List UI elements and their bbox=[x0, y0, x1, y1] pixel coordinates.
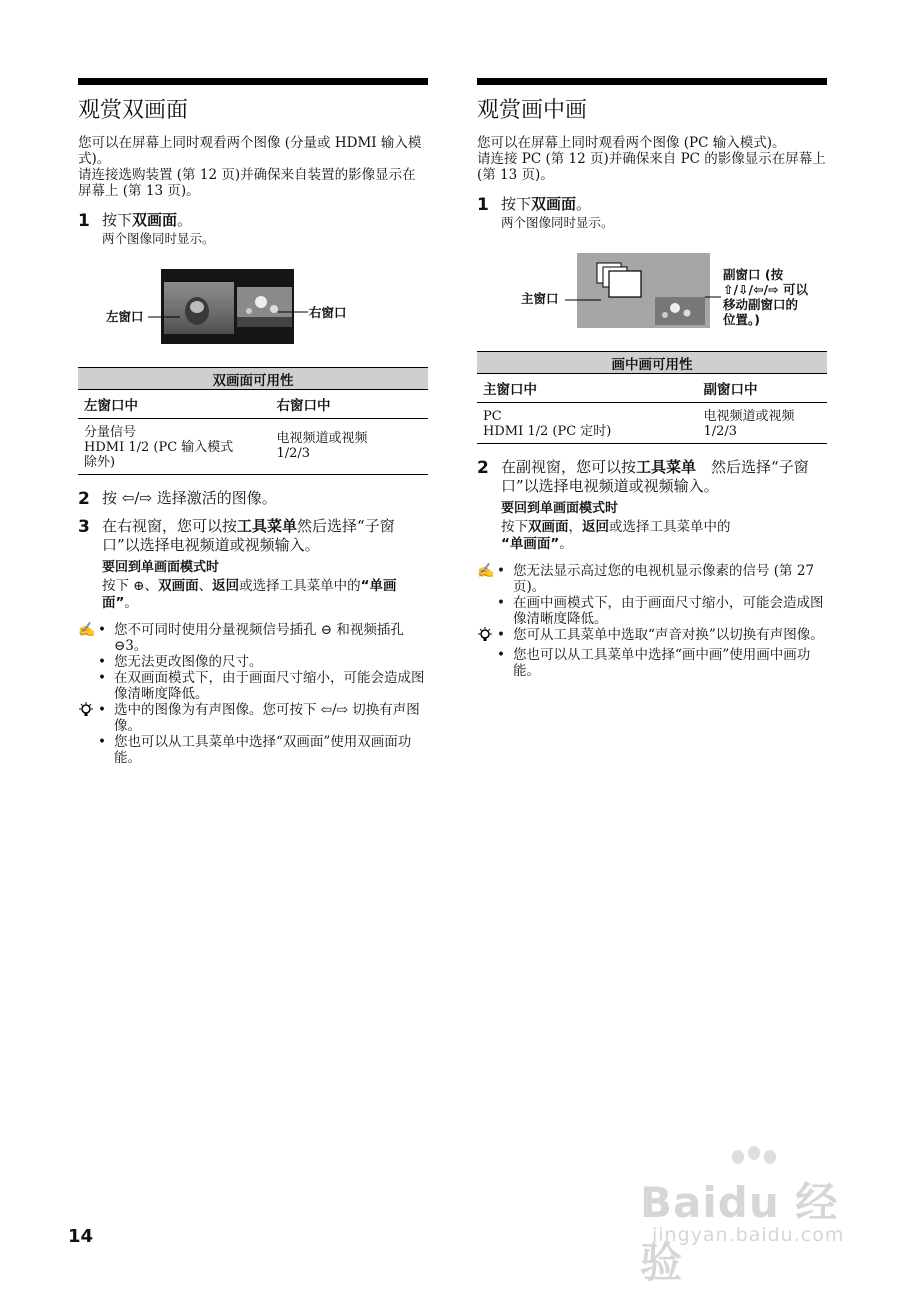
bullet: • bbox=[497, 563, 505, 579]
tv-screen-illustration bbox=[161, 269, 294, 344]
cell-line: 1/2/3 bbox=[703, 424, 738, 439]
table-caption: 画中画可用性 bbox=[477, 352, 827, 374]
step-text: 然后选择“子窗口”以选择电视频道或视频输入。 bbox=[102, 517, 395, 554]
spacer bbox=[477, 647, 497, 679]
leader-line bbox=[148, 315, 180, 319]
step-2 bbox=[477, 458, 827, 553]
note-item bbox=[477, 595, 827, 627]
step-result: 两个图像同时显示。 bbox=[102, 231, 215, 246]
arrow-keys-icon: ⇦/⇨ bbox=[121, 489, 152, 507]
note-text: 您无法更改图像的尺寸。 bbox=[114, 654, 263, 670]
table-header: 副窗口中 bbox=[698, 374, 828, 403]
step-text: 或选择工具菜单中的 bbox=[239, 578, 361, 594]
step-text: 按 bbox=[102, 489, 118, 507]
leader-line bbox=[705, 295, 721, 299]
left-column bbox=[78, 78, 428, 766]
step-text: 按下 bbox=[102, 211, 133, 229]
table-cell bbox=[698, 403, 828, 444]
spacer bbox=[477, 595, 497, 627]
cell-line: 电视频道或视频 bbox=[276, 431, 368, 446]
bullet: • bbox=[497, 627, 505, 643]
note-item bbox=[78, 622, 428, 654]
label-line: 移动副窗口的 bbox=[723, 297, 799, 312]
step-3 bbox=[78, 517, 428, 612]
step-text: 。 bbox=[177, 211, 193, 229]
step-2 bbox=[78, 489, 428, 509]
step-1 bbox=[78, 211, 428, 247]
pencil-note-icon: ✍ bbox=[78, 622, 96, 638]
step-result: 两个图像同时显示。 bbox=[501, 215, 614, 230]
step-text: 、 bbox=[198, 578, 213, 594]
figure-label-main: 主窗口 bbox=[521, 291, 559, 306]
cell-line: HDMI 1/2 (PC 定时) bbox=[483, 424, 612, 439]
step-text: 选择激活的图像。 bbox=[156, 489, 277, 507]
step-number: 1 bbox=[477, 195, 489, 215]
bullet: • bbox=[98, 622, 106, 638]
spacer bbox=[78, 734, 98, 766]
lightbulb-tip-icon bbox=[477, 627, 497, 647]
step-number: 1 bbox=[78, 211, 90, 231]
table-cell bbox=[477, 403, 698, 444]
spacer bbox=[78, 670, 98, 702]
availability-table bbox=[78, 367, 428, 475]
menu-item-name: “单画面” bbox=[501, 536, 560, 552]
step-number: 2 bbox=[477, 458, 489, 478]
cell-line: 电视频道或视频 bbox=[703, 409, 795, 424]
bullet: • bbox=[98, 670, 106, 686]
step-1 bbox=[477, 195, 827, 231]
note-text: 在双画面模式下，由于画面尺寸缩小，可能会造成图像清晰度降低。 bbox=[114, 670, 425, 702]
figure-label-sub bbox=[723, 267, 808, 327]
tip-item bbox=[477, 627, 827, 647]
bullet: • bbox=[98, 702, 106, 718]
section-rule bbox=[477, 78, 827, 85]
section-title: 观赏画中画 bbox=[477, 98, 588, 123]
paw-toe bbox=[732, 1150, 744, 1164]
dual-picture-figure bbox=[78, 269, 428, 349]
subheading: 要回到单画面模式时 bbox=[501, 501, 619, 516]
button-name: 双画面 bbox=[132, 211, 178, 229]
note-text: 在画中画模式下，由于画面尺寸缩小，可能会造成图像清晰度降低。 bbox=[513, 595, 824, 627]
step-text: 。 bbox=[124, 595, 138, 611]
menu-item-name: “单画面” bbox=[102, 578, 397, 611]
step-text: 按下 bbox=[501, 519, 528, 535]
step-subtext bbox=[102, 578, 428, 612]
table-row bbox=[477, 403, 827, 444]
table-header: 右窗口中 bbox=[271, 390, 429, 419]
step-text: 然后选择“子窗口”以选择电视频道或视频输入。 bbox=[501, 458, 809, 495]
table-caption: 双画面可用性 bbox=[78, 368, 428, 390]
bullet: • bbox=[98, 734, 106, 750]
table-cell bbox=[271, 419, 429, 475]
cell-line: PC bbox=[483, 409, 502, 424]
leader-line bbox=[565, 298, 601, 302]
cell-line: 除外) bbox=[84, 455, 116, 470]
cell-line: HDMI 1/2 (PC 输入模式 bbox=[84, 440, 234, 455]
step-text: 按下 bbox=[501, 195, 532, 213]
step-text: 。 bbox=[576, 195, 592, 213]
note-text: 您不可同时使用分量视频信号插孔 ⊖ 和视频插孔 ⊖3。 bbox=[114, 622, 404, 654]
lightbulb-tip-icon bbox=[78, 702, 98, 734]
button-name: 双画面 bbox=[158, 578, 199, 594]
paw-toe bbox=[764, 1150, 776, 1164]
button-name: 返回 bbox=[582, 519, 609, 535]
availability-table bbox=[477, 351, 827, 444]
dual-picture-image bbox=[161, 269, 294, 344]
button-name: 工具菜单 bbox=[237, 517, 298, 535]
button-name: 双画面 bbox=[528, 519, 569, 535]
intro-line: 请连接 PC (第 12 页)并确保来自 PC 的影像显示在屏幕上 (第 13 页)。 bbox=[477, 151, 826, 183]
tip-text: 您可从工具菜单中选取“声音对换”以切换有声图像。 bbox=[513, 627, 824, 643]
step-text: ， bbox=[568, 519, 582, 535]
label-line: ⇧/⇩/⇦/⇨ 可以 bbox=[723, 282, 808, 297]
step-text: 或选择工具菜单中的 bbox=[609, 519, 731, 535]
button-name: 返回 bbox=[212, 578, 240, 594]
figure-label-right: 右窗口 bbox=[309, 305, 347, 320]
figure-label-left: 左窗口 bbox=[106, 309, 144, 324]
label-line: 副窗口 (按 bbox=[723, 267, 784, 282]
label-line: 位置。) bbox=[723, 312, 760, 327]
step-text: 在右视窗，您可以按 bbox=[102, 517, 238, 535]
note-item bbox=[477, 563, 827, 595]
tip-item bbox=[78, 702, 428, 734]
button-name: 双画面 bbox=[531, 195, 577, 213]
pip-figure bbox=[477, 253, 827, 333]
step-number: 3 bbox=[78, 517, 90, 537]
bullet: • bbox=[497, 595, 505, 611]
note-text: 您无法显示高过您的电视机显示像素的信号 (第 27 页)。 bbox=[513, 563, 815, 595]
spacer bbox=[78, 654, 98, 670]
step-text: 按下 ⊕、 bbox=[102, 578, 159, 594]
paw-toe bbox=[748, 1146, 760, 1160]
section-title: 观赏双画面 bbox=[78, 98, 189, 123]
button-name: 工具菜单 bbox=[636, 458, 697, 476]
note-item bbox=[78, 670, 428, 702]
tip-text: 选中的图像为有声图像。您可按下 ⇦/⇨ 切换有声图像。 bbox=[114, 702, 420, 734]
section-rule bbox=[78, 78, 428, 85]
table-header: 主窗口中 bbox=[477, 374, 698, 403]
right-column bbox=[477, 78, 827, 679]
tip-item bbox=[477, 647, 827, 679]
subheading: 要回到单画面模式时 bbox=[102, 560, 220, 575]
tip-text: 您也可以从工具菜单中选择“双画面”使用双画面功能。 bbox=[114, 734, 412, 766]
intro-line: 您可以在屏幕上同时观看两个图像 (分量或 HDMI 输入模式)。 bbox=[78, 135, 422, 167]
cell-line: 分量信号 bbox=[84, 425, 137, 440]
step-subtext bbox=[501, 519, 827, 553]
intro-line: 您可以在屏幕上同时观看两个图像 (PC 输入模式)。 bbox=[477, 135, 786, 151]
leader-line bbox=[278, 310, 308, 314]
step-text: 在副视窗，您可以按 bbox=[501, 458, 637, 476]
pencil-note-icon: ✍ bbox=[477, 563, 495, 579]
table-header: 左窗口中 bbox=[78, 390, 271, 419]
bullet: • bbox=[497, 647, 505, 663]
pip-screen-illustration bbox=[577, 253, 710, 328]
step-number: 2 bbox=[78, 489, 90, 509]
notes-block bbox=[78, 622, 428, 766]
bullet: • bbox=[98, 654, 106, 670]
step-text: 。 bbox=[559, 536, 573, 552]
watermark-url: jingyan.baidu.com bbox=[652, 1224, 845, 1246]
cell-line: 1/2/3 bbox=[276, 446, 311, 461]
table-cell bbox=[78, 419, 271, 475]
page-number: 14 bbox=[68, 1226, 94, 1247]
note-item bbox=[78, 654, 428, 670]
table-row bbox=[78, 419, 428, 475]
intro-line: 请连接选购装置 (第 12 页)并确保来自装置的影像显示在屏幕上 (第 13 页)。 bbox=[78, 167, 416, 199]
baidu-watermark-logo bbox=[640, 1148, 870, 1287]
watermark-brand: Baidu 经验 bbox=[640, 1178, 839, 1287]
notes-block bbox=[477, 563, 827, 679]
tip-text: 您也可以从工具菜单中选择“画中画”使用画中画功能。 bbox=[513, 647, 811, 679]
tip-item bbox=[78, 734, 428, 766]
